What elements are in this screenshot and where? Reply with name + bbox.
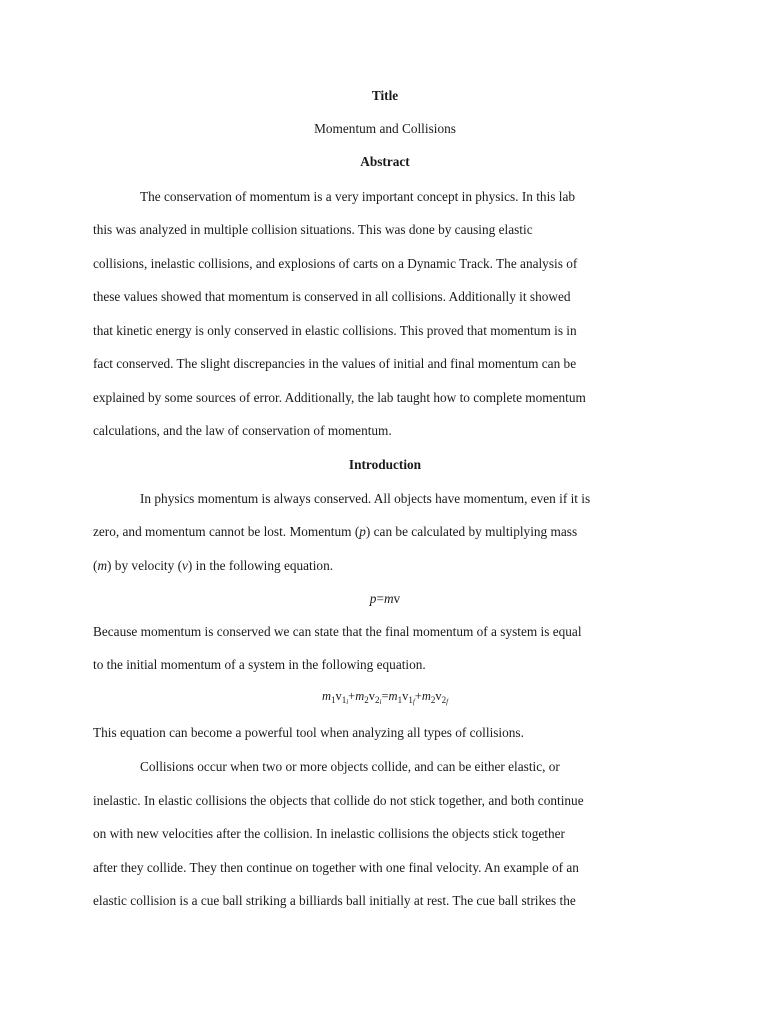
abstract-line: collisions, inelastic collisions, and explosions of carts on a Dynamic Track. The analysis of bbox=[93, 256, 578, 271]
symbol-p: p bbox=[359, 524, 366, 539]
symbol-m: m bbox=[97, 558, 108, 573]
momentum-equation: p=mv bbox=[369, 591, 401, 606]
intro-line: Because momentum is conserved we can state that the final momentum of a system is equal bbox=[93, 624, 582, 639]
intro-line: after they collide. They then continue on together with one final velocity. An example of an bbox=[93, 860, 579, 875]
intro-line: (m) by velocity (v) in the following equation. bbox=[93, 558, 334, 573]
abstract-line: this was analyzed in multiple collision situations. This was done by causing elastic bbox=[93, 222, 533, 237]
symbol-v: v bbox=[182, 558, 188, 573]
intro-line: on with new velocities after the collision. In inelastic collisions the objects stick together bbox=[93, 826, 565, 841]
conservation-equation: $m_1v_{1i}+m_2v_{2i}=m_1v_{1f}+m_2v_{2f}$ bbox=[321, 689, 449, 706]
intro-line: elastic collision is a cue ball striking a billiards ball initially at rest. The cue ball strikes the bbox=[93, 893, 576, 908]
abstract-line: that kinetic energy is only conserved in elastic collisions. This proved that momentum is in bbox=[93, 323, 577, 338]
introduction-heading: Introduction bbox=[348, 457, 422, 472]
document-title: Momentum and Collisions bbox=[314, 121, 456, 136]
intro-line: This equation can become a powerful tool when analyzing all types of collisions. bbox=[93, 725, 524, 740]
intro-line: to the initial momentum of a system in the following equation. bbox=[93, 657, 426, 672]
abstract-line: The conservation of momentum is a very important concept in physics. In this lab bbox=[140, 189, 576, 204]
intro-line: In physics momentum is always conserved. All objects have momentum, even if it is bbox=[140, 491, 591, 506]
abstract-line: explained by some sources of error. Additionally, the lab taught how to complete momentum bbox=[93, 390, 586, 405]
abstract-line: fact conserved. The slight discrepancies in the values of initial and final momentum can be bbox=[93, 356, 577, 371]
heading-title: Title bbox=[371, 88, 399, 103]
intro-line: inelastic. In elastic collisions the objects that collide do not stick together, and both continue bbox=[93, 793, 584, 808]
abstract-line: calculations, and the law of conservation of momentum. bbox=[93, 423, 392, 438]
abstract-heading: Abstract bbox=[360, 154, 410, 169]
intro-line: zero, and momentum cannot be lost. Momentum (p) can be calculated by multiplying mass bbox=[93, 524, 578, 539]
intro-line: Collisions occur when two or more objects collide, and can be either elastic, or bbox=[140, 759, 560, 774]
abstract-line: these values showed that momentum is conserved in all collisions. Additionally it showed bbox=[93, 289, 571, 304]
